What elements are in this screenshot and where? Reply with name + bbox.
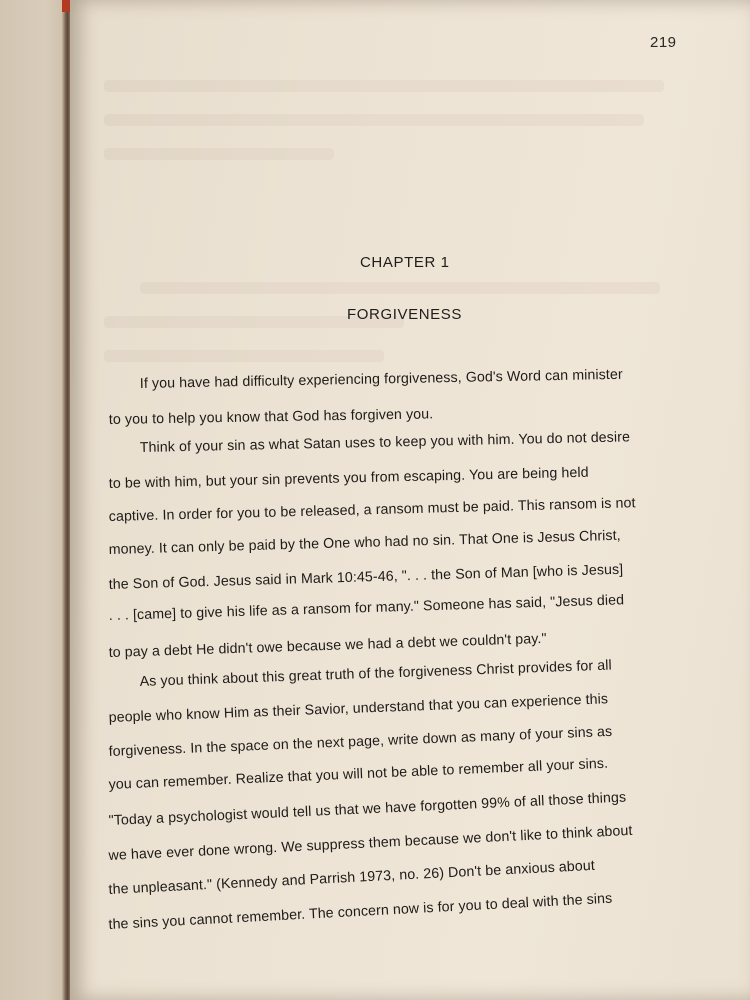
body-line: to be with him, but your sin prevents you from escaping. You are being held <box>108 464 589 492</box>
body-line: If you have had difficulty experiencing forgiveness, God's Word can minister <box>139 366 623 392</box>
body-line: you can remember. Realize that you will not be able to remember all your sins. <box>108 755 609 793</box>
show-through-text <box>104 350 384 362</box>
spine-headband <box>62 0 70 12</box>
show-through-text <box>104 114 644 126</box>
body-line: we have ever done wrong. We suppress them because we don't like to think about <box>108 822 633 864</box>
body-line: the Son of God. Jesus said in Mark 10:45-46, ". . . the Son of Man [who is Jesus] <box>108 561 624 593</box>
body-line: to pay a debt He didn't owe because we had a debt we couldn't pay." <box>108 630 547 661</box>
chapter-label: CHAPTER 1 <box>360 254 450 271</box>
body-line: As you think about this great truth of the forgiveness Christ provides for all <box>139 657 612 690</box>
body-line: the sins you cannot remember. The concern now is for you to deal with the sins <box>108 890 613 933</box>
body-line: forgiveness. In the space on the next page, write down as many of your sins as <box>108 723 613 760</box>
left-facing-page <box>0 0 66 1000</box>
body-line: people who know Him as their Savior, understand that you can experience this <box>108 691 609 726</box>
body-line: captive. In order for you to be released, a ransom must be paid. This ransom is not <box>108 495 636 525</box>
chapter-title: FORGIVENESS <box>347 306 462 323</box>
body-line: . . . [came] to give his life as a ransom for many." Someone has said, "Jesus died <box>108 592 625 624</box>
body-line: money. It can only be paid by the One who had no sin. That One is Jesus Christ, <box>108 527 621 558</box>
show-through-text <box>104 80 664 92</box>
body-line: the unpleasant." (Kennedy and Parrish 1973, no. 26) Don't be anxious about <box>108 857 596 898</box>
page-number: 219 <box>650 34 677 51</box>
body-line: "Today a psychologist would tell us that we have forgotten 99% of all those things <box>108 789 627 829</box>
body-line: Think of your sin as what Satan uses to keep you with him. You do not desire <box>139 429 631 456</box>
show-through-text <box>140 282 660 294</box>
show-through-text <box>104 148 334 160</box>
body-line: to you to help you know that God has forgiven you. <box>108 406 434 428</box>
